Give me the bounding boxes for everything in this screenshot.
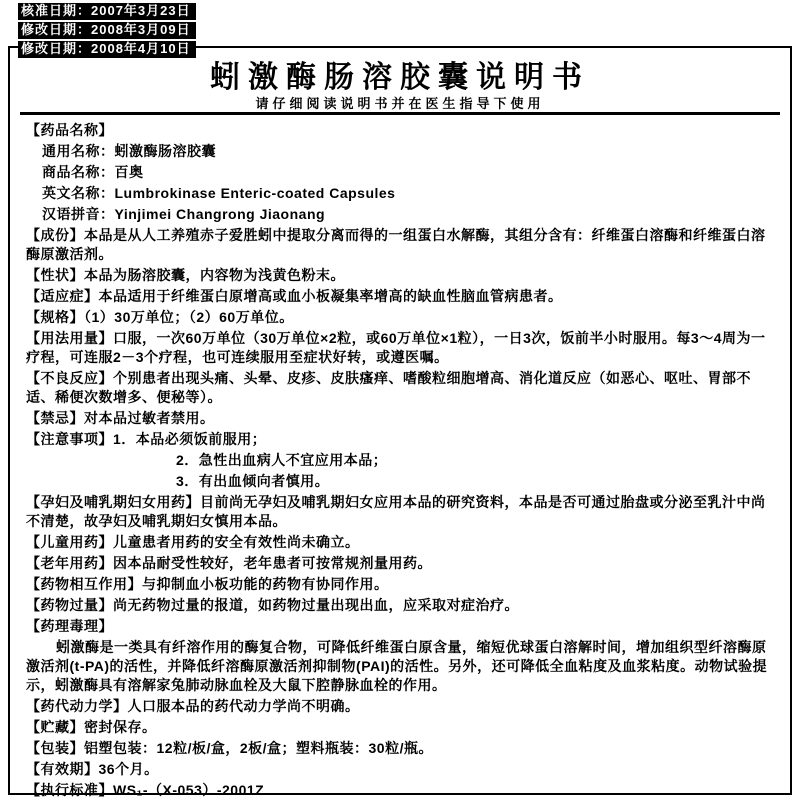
paragraph: 【孕妇及哺乳期妇女用药】目前尚无孕妇及哺乳期妇女应用本品的研究资料，本品是否可通过胎盘或分泌至乳汁中尚不清楚，故孕妇及哺乳期妇女慎用本品。 (26, 494, 766, 529)
paragraph: 2．急性出血病人不宜应用本品； (176, 452, 388, 468)
paragraph: 【药理毒理】 (26, 618, 113, 634)
paragraph: 【药物相互作用】与抑制血小板功能的药物有协同作用。 (26, 576, 389, 592)
paragraph: 【不良反应】个别患者出现头痛、头晕、皮疹、皮肤瘙痒、嗜酸粒细胞增高、消化道反应（如恶心、呕吐、胃部不适、稀便次数增多、便秘等）。 (26, 370, 751, 405)
paragraph: 【用法用量】口服，一次60万单位（30万单位×2粒，或60万单位×1粒），一日3次，饭前半小时服用。每3～4周为一疗程，可连服2－3个疗程，也可连续服用至症状好转，或遵医嘱。 (26, 330, 766, 365)
header-divider (20, 112, 780, 115)
paragraph: 【适应症】本品适用于纤维蛋白原增高或血小板凝集率增高的缺血性脑血管病患者。 (26, 288, 563, 304)
paragraph: 【禁忌】对本品过敏者禁用。 (26, 410, 215, 426)
paragraph: 【规格】（1）30万单位；（2）60万单位。 (26, 309, 294, 325)
paragraph: 【注意事项】1．本品必须饭前服用； (26, 431, 267, 447)
date-line: 修改日期：2008年3月09日 (18, 22, 196, 39)
page-title: 蚓激酶肠溶胶囊说明书 (210, 61, 590, 94)
paragraph: 【执行标准】WS₁-（X-053）-2001Z (26, 782, 265, 798)
paragraph: 蚓激酶是一类具有纤溶作用的酶复合物，可降低纤维蛋白原含量，缩短优球蛋白溶解时间，增加组织型纤溶酶原激活剂(t-PA)的活性，并降低纤溶酶原激活剂抑制物(PAI)的活性。另外，还可降低全血粘度及血浆粘度。动物试验提示，蚓激酶具有溶解家兔肺动脉血栓及大鼠下腔静脉血栓的作用。 (26, 639, 768, 693)
dates-block (18, 3, 196, 58)
paragraph: 3．有出血倾向者慎用。 (176, 473, 330, 489)
paragraph: 【性状】本品为肠溶胶囊，内容物为浅黄色粉末。 (26, 267, 345, 283)
paragraph: 【药物过量】尚无药物过量的报道，如药物过量出现出血，应采取对症治疗。 (26, 597, 519, 613)
paragraph: 【儿童用药】儿童患者用药的安全有效性尚未确立。 (26, 534, 360, 550)
paragraph: 【贮藏】密封保存。 (26, 719, 157, 735)
paragraph: 【有效期】36个月。 (26, 761, 159, 777)
paragraph: 通用名称：蚓激酶肠溶胶囊 (42, 143, 216, 159)
paragraph: 商品名称：百奥 (42, 164, 144, 180)
page-subtitle: 请仔细阅读说明书并在医生指导下使用 (255, 96, 545, 111)
paragraph: 汉语拼音：Yinjimei Changrong Jiaonang (42, 206, 326, 222)
paragraph: 【包装】铝塑包装：12粒/板/盒，2板/盒；塑料瓶装：30粒/瓶。 (26, 740, 433, 756)
paragraph: 【成份】本品是从人工养殖赤子爱胜蚓中提取分离而得的一组蛋白水解酶，其组分含有：纤维蛋白溶酶和纤维蛋白溶酶原激活剂。 (26, 227, 766, 262)
date-line: 修改日期：2008年4月10日 (18, 41, 196, 58)
paragraph: 【老年用药】因本品耐受性较好，老年患者可按常规剂量用药。 (26, 555, 432, 571)
leaflet-body (26, 121, 776, 800)
paragraph: 英文名称：Lumbrokinase Enteric-coated Capsules (42, 185, 396, 201)
paragraph: 【药品名称】 (26, 122, 113, 138)
paragraph: 【药代动力学】人口服本品的药代动力学尚不明确。 (26, 698, 360, 714)
date-line: 核准日期：2007年3月23日 (18, 3, 196, 20)
